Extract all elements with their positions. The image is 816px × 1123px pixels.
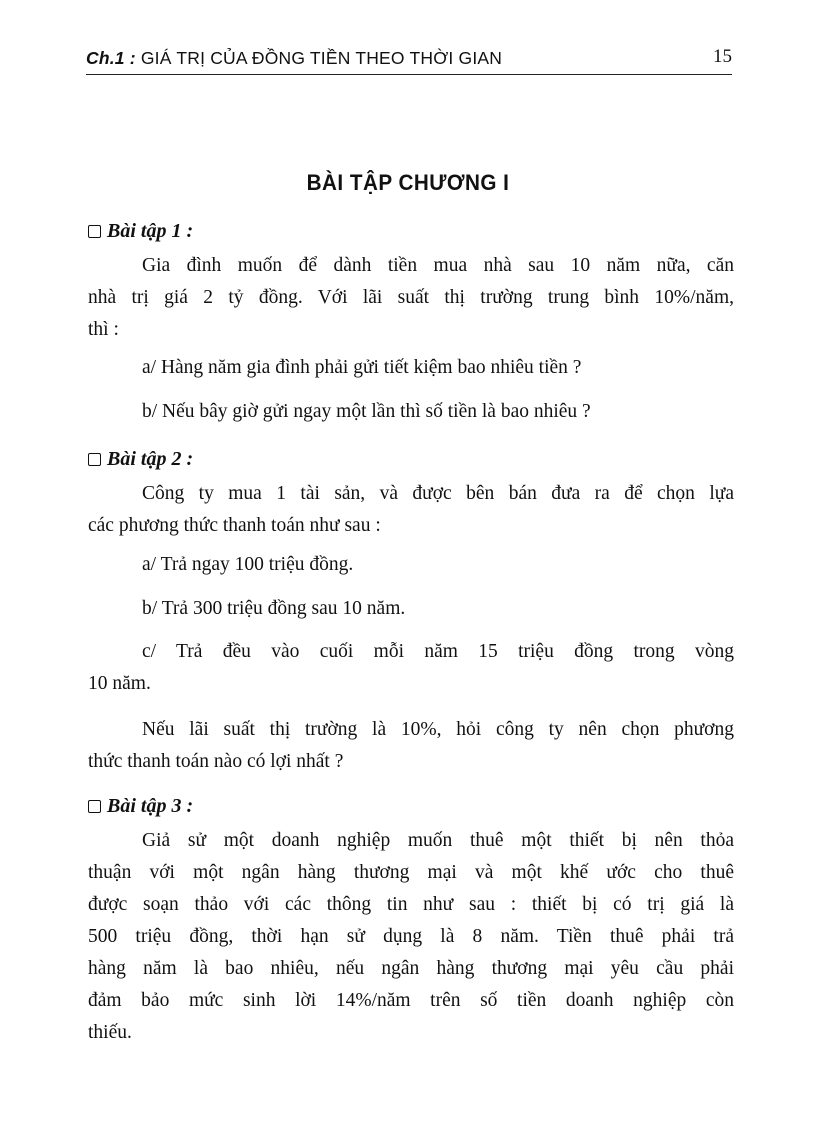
text-line: 10 năm. xyxy=(88,673,151,694)
exercise-1-part-a xyxy=(88,352,734,384)
exercise-2-heading xyxy=(88,448,193,471)
text-line: b/ Trả 300 triệu đồng sau 10 năm. xyxy=(142,598,406,619)
exercise-2-part-a xyxy=(88,549,734,581)
checkbox-icon xyxy=(88,453,101,466)
exercise-2-part-c xyxy=(88,636,734,700)
text-line: Công ty mua 1 tài sản, và được bên bán đưa ra để chọn lựa xyxy=(142,483,734,504)
page-title: BÀI TẬP CHƯƠNG I xyxy=(306,170,510,195)
exercise-2-part-b xyxy=(88,593,734,625)
text-line: các phương thức thanh toán như sau : xyxy=(88,515,381,536)
running-header xyxy=(86,46,732,74)
exercise-2-question xyxy=(88,714,734,778)
exercise-3-heading xyxy=(88,795,193,818)
text-line: đảm bảo mức sinh lời 14%/năm trên số tiền doanh nghiệp còn xyxy=(88,990,734,1011)
text-line: Nếu lãi suất thị trường là 10%, hỏi công ty nên chọn phương xyxy=(142,719,734,740)
text-line: thiếu. xyxy=(88,1022,132,1043)
text-line: a/ Hàng năm gia đình phải gửi tiết kiệm bao nhiêu tiền ? xyxy=(142,357,582,378)
text-line: nhà trị giá 2 tỷ đồng. Với lãi suất thị trường trung bình 10%/năm, xyxy=(88,287,734,308)
exercise-1-part-b xyxy=(88,396,734,428)
text-line: thức thanh toán nào có lợi nhất ? xyxy=(88,751,344,772)
page-number: 15 xyxy=(713,46,732,67)
text-line: thì : xyxy=(88,319,119,340)
exercise-2-body xyxy=(88,478,734,542)
text-line: 500 triệu đồng, thời hạn sử dụng là 8 năm. Tiền thuê phải trả xyxy=(88,926,734,947)
text-line: hàng năm là bao nhiêu, nếu ngân hàng thương mại yêu cầu phải xyxy=(88,958,734,979)
chapter-title: GIÁ TRỊ CỦA ĐỒNG TIỀN THEO THỜI GIAN xyxy=(140,48,503,68)
checkbox-icon xyxy=(88,800,101,813)
exercise-3-label: Bài tập 3 : xyxy=(107,795,194,817)
chapter-label: Ch.1 : xyxy=(86,48,136,68)
exercise-1-heading xyxy=(88,220,193,243)
exercise-1-label: Bài tập 1 : xyxy=(107,220,194,242)
header-divider xyxy=(86,74,732,75)
text-line: b/ Nếu bây giờ gửi ngay một lần thì số tiền là bao nhiêu ? xyxy=(142,401,591,422)
exercise-2-label: Bài tập 2 : xyxy=(107,448,194,470)
text-line: a/ Trả ngay 100 triệu đồng. xyxy=(142,554,354,575)
exercise-1-body xyxy=(88,250,734,346)
exercise-3-body xyxy=(88,825,734,1049)
text-line: Gia đình muốn để dành tiền mua nhà sau 10 năm nữa, căn xyxy=(142,255,734,276)
chapter-header xyxy=(86,48,502,69)
text-line: thuận với một ngân hàng thương mại và một khế ước cho thuê xyxy=(88,862,734,883)
checkbox-icon xyxy=(88,225,101,238)
text-line: được soạn thảo với các thông tin như sau : thiết bị có trị giá là xyxy=(88,894,734,915)
text-line: c/ Trả đều vào cuối mỗi năm 15 triệu đồng trong vòng xyxy=(142,641,734,662)
text-line: Giả sử một doanh nghiệp muốn thuê một thiết bị nên thỏa xyxy=(142,830,734,851)
